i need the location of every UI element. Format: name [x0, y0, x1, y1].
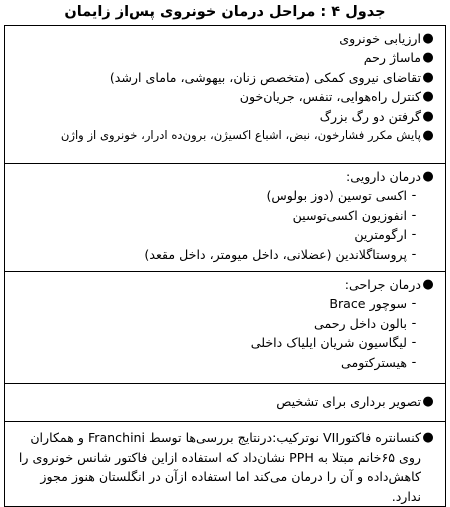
bullet-icon: ●	[422, 169, 434, 184]
bullet-icon: ●	[422, 31, 434, 46]
list-item	[9, 314, 435, 333]
list-item-text: ماساژ رحم	[363, 50, 421, 66]
treatment-stages-table	[4, 25, 446, 507]
bullet-icon: ●	[422, 89, 434, 105]
dash-icon: -	[411, 354, 417, 370]
list-item-text: ارگومترین	[354, 227, 407, 243]
list-item	[9, 333, 435, 352]
list-item	[9, 48, 435, 67]
dash-icon: -	[411, 188, 417, 204]
section-initial-steps	[5, 26, 445, 163]
list-item-text: لیگاسیون شریان ایلیاک داخلی	[250, 335, 407, 351]
bullet-icon: ●	[422, 69, 434, 85]
list-item	[9, 206, 435, 225]
list-item	[9, 107, 435, 126]
list-item	[9, 126, 435, 145]
section-heading	[9, 275, 435, 294]
bullet-icon: ●	[422, 128, 434, 144]
paragraph	[9, 428, 435, 506]
section-heading	[9, 167, 435, 186]
list-item-text: پایش مکرر فشارخون، نبض، اشباع اکسیژن، برون‌ده ادرار، خونروی از واژن	[60, 128, 421, 143]
list-item	[9, 245, 435, 264]
list-item	[9, 29, 435, 48]
list-item-text: تصویر برداری برای تشخیص	[276, 394, 421, 409]
list-item-text: اکسی توسین (دوز بولوس)	[266, 188, 407, 204]
list-item	[9, 225, 435, 244]
dash-icon: -	[411, 246, 417, 262]
dash-icon: -	[411, 315, 417, 331]
list-item	[9, 87, 435, 106]
list-item	[9, 68, 435, 87]
section-factor-vii	[5, 421, 445, 506]
section-heading-text: درمان جراحی:	[344, 277, 421, 292]
section-surgical-treatment	[5, 271, 445, 383]
bullet-icon: ●	[422, 430, 434, 445]
list-item-text: هیسترکتومی	[341, 354, 407, 370]
list-item-text: بالون داخل رحمی	[313, 315, 407, 331]
list-item	[9, 294, 435, 313]
bullet-icon: ●	[422, 108, 434, 124]
dash-icon: -	[411, 296, 417, 312]
dash-icon: -	[411, 207, 417, 223]
list-item-text: کنترل راه‌هوایی، تنفس، جریان‌خون	[239, 89, 421, 105]
list-item-text: ارزیابی خونروی	[339, 31, 421, 46]
paragraph-text: کنسانتره فاکتورVII نوترکیب:درنتایج بررسی‌ها توسط Franchini و همکاران روی ۶۵خانم مبتلا به PPH نشان‌داد که استفاده ازاین فاکتور شانس خونروی را کاهش‌داده و آن را درمان می‌کند اما استفاده ازآن در انگلستان هنوز مجوز ندارد.	[18, 430, 421, 504]
list-item-text: گرفتن دو رگ بزرگ	[319, 108, 421, 124]
list-item	[9, 353, 435, 372]
section-imaging	[5, 383, 445, 421]
table-title: جدول ۴ : مراحل درمان خونروی پس‌از زایمان	[64, 4, 386, 20]
bullet-icon: ●	[422, 50, 434, 66]
section-heading-text: درمان دارویی:	[345, 169, 421, 184]
list-item-text: تقاضای نیروی کمکی (متخصص زنان، بیهوشی، مامای ارشد)	[109, 69, 421, 85]
section-drug-treatment	[5, 163, 445, 271]
list-item-text: انفوزیون اکسی‌توسین	[292, 207, 407, 223]
list-item	[9, 186, 435, 205]
list-item-text: پروستاگلاندین (عضلانی، داخل میومتر، داخل مقعد)	[144, 246, 407, 262]
list-item	[9, 392, 435, 411]
dash-icon: -	[411, 335, 417, 351]
dash-icon: -	[411, 227, 417, 243]
bullet-icon: ●	[422, 277, 434, 292]
list-item-text: سوچور Brace	[329, 296, 407, 312]
bullet-icon: ●	[422, 394, 434, 409]
